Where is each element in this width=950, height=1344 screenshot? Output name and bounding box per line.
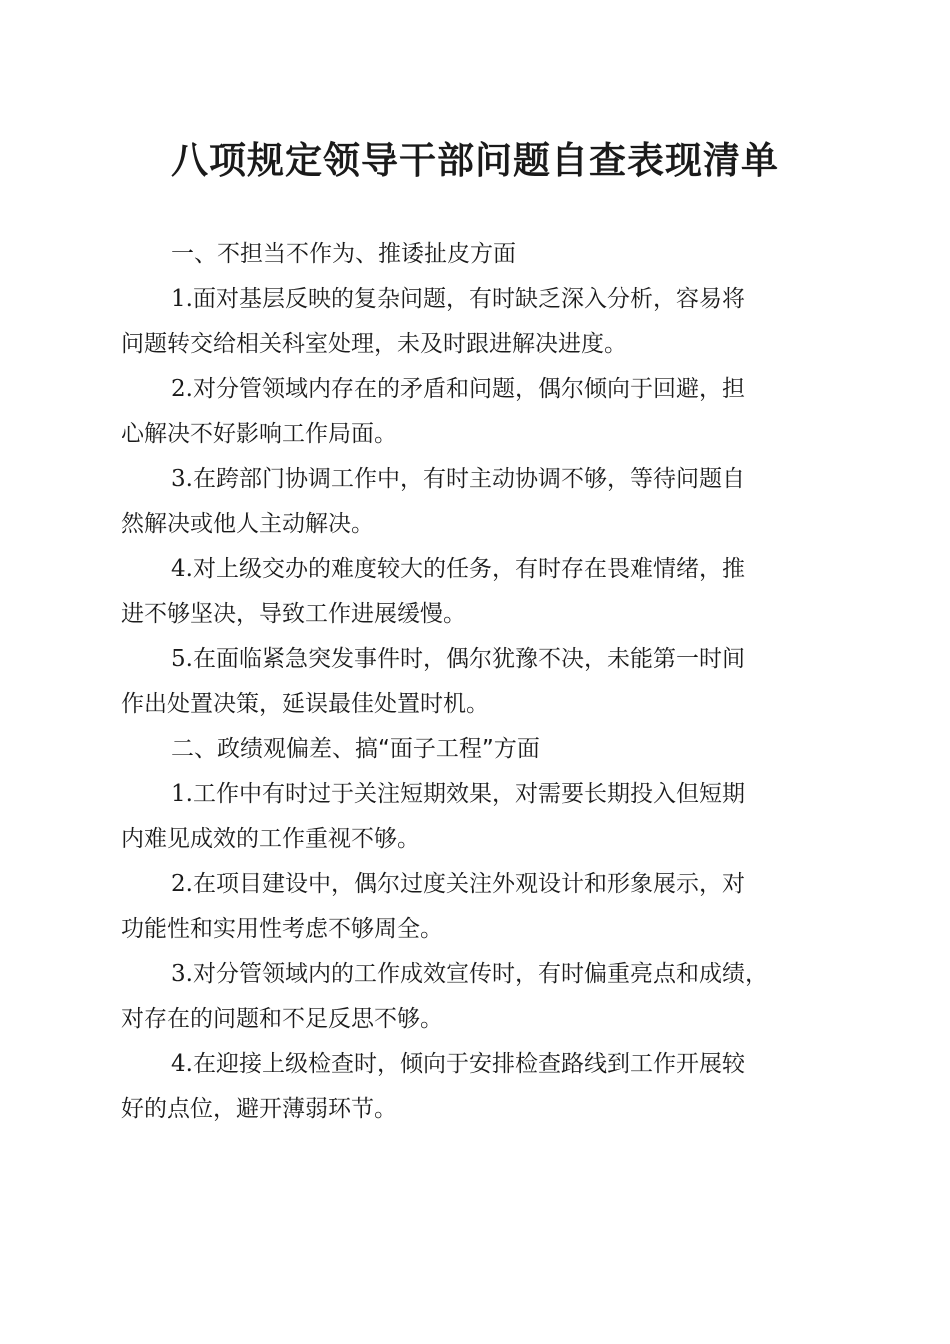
item-line: 3.对分管领域内的工作成效宣传时，有时偏重亮点和成绩， xyxy=(171,961,768,987)
item-line: 4.对上级交办的难度较大的任务，有时存在畏难情绪，推 xyxy=(171,556,745,582)
item-line: 好的点位，避开薄弱环节。 xyxy=(121,1096,397,1122)
list-item xyxy=(121,772,827,862)
item-line: 进不够坚决，导致工作进展缓慢。 xyxy=(121,601,466,627)
item-line: 作出处置决策，延误最佳处置时机。 xyxy=(121,691,489,717)
list-item xyxy=(121,367,827,457)
list-item xyxy=(121,862,827,952)
list-item xyxy=(121,277,827,367)
item-line: 然解决或他人主动解决。 xyxy=(121,511,374,537)
item-line: 内难见成效的工作重视不够。 xyxy=(121,826,420,852)
item-line: 2.在项目建设中，偶尔过度关注外观设计和形象展示，对 xyxy=(171,871,745,897)
item-line: 1.面对基层反映的复杂问题，有时缺乏深入分析，容易将 xyxy=(171,286,745,312)
item-line: 3.在跨部门协调工作中，有时主动协调不够，等待问题自 xyxy=(171,466,745,492)
list-item xyxy=(121,637,827,727)
item-line: 对存在的问题和不足反思不够。 xyxy=(121,1006,443,1032)
item-line: 心解决不好影响工作局面。 xyxy=(121,421,397,447)
section-heading: 二、政绩观偏差、搞“面子工程”方面 xyxy=(171,736,540,762)
document-body xyxy=(121,232,827,1132)
document-title: 八项规定领导干部问题自查表现清单 xyxy=(171,138,779,182)
item-line: 5.在面临紧急突发事件时，偶尔犹豫不决，未能第一时间 xyxy=(171,646,745,672)
item-line: 问题转交给相关科室处理，未及时跟进解决进度。 xyxy=(121,331,627,357)
item-line: 4.在迎接上级检查时，倾向于安排检查路线到工作开展较 xyxy=(171,1051,745,1077)
section-heading: 一、不担当不作为、推诿扯皮方面 xyxy=(171,241,516,267)
list-item xyxy=(121,457,827,547)
list-item xyxy=(121,547,827,637)
item-line: 功能性和实用性考虑不够周全。 xyxy=(121,916,443,942)
item-line: 2.对分管领域内存在的矛盾和问题，偶尔倾向于回避，担 xyxy=(171,376,745,402)
list-item xyxy=(121,1042,827,1132)
item-line: 1.工作中有时过于关注短期效果，对需要长期投入但短期 xyxy=(171,781,745,807)
list-item xyxy=(121,952,827,1042)
